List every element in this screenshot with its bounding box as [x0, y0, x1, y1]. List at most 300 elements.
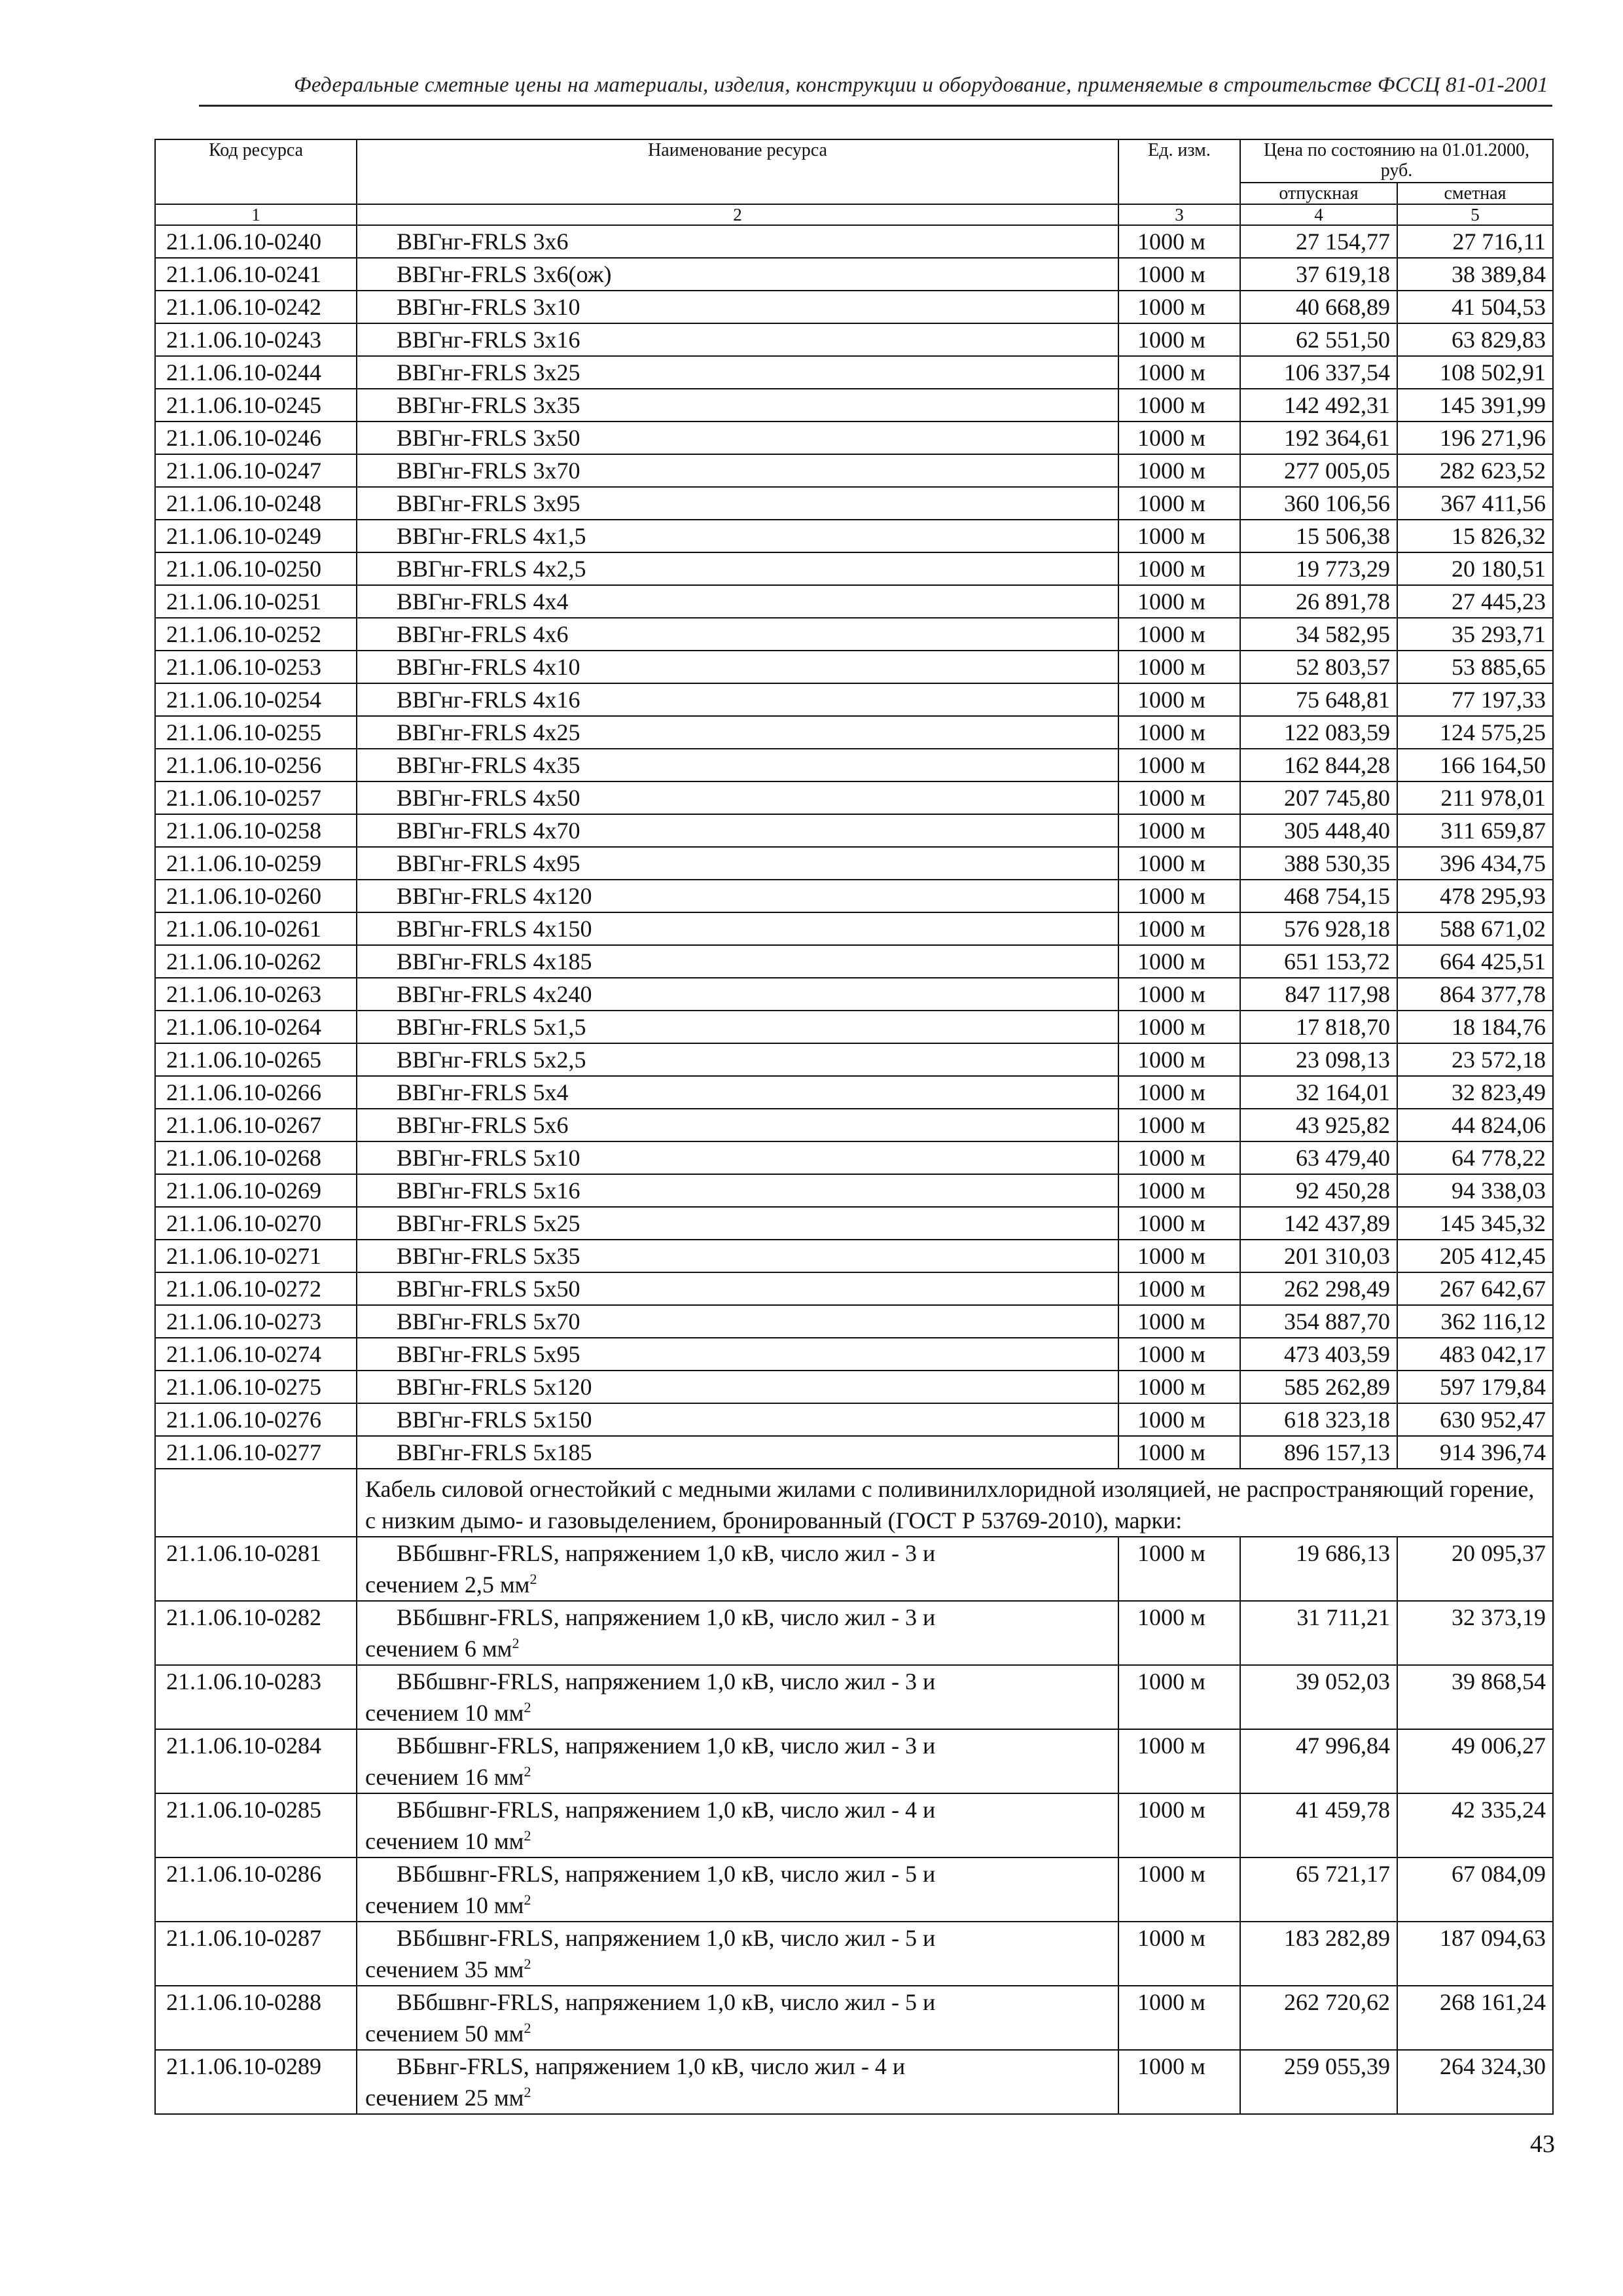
resource-unit: 1000 м — [1118, 1793, 1240, 1857]
resource-unit: 1000 м — [1118, 1076, 1240, 1109]
resource-name-line2: сечением 10 мм — [365, 1700, 524, 1726]
price-estimate: 18 184,76 — [1397, 1011, 1553, 1043]
price-estimate: 267 642,67 — [1397, 1272, 1553, 1305]
resource-unit: 1000 м — [1118, 487, 1240, 520]
resource-name-line2: сечением 50 мм — [365, 2020, 524, 2047]
price-estimate: 211 978,01 — [1397, 781, 1553, 814]
resource-name: ВВГнг-FRLS 4х95 — [357, 847, 1118, 880]
resource-code: 21.1.06.10-0288 — [155, 1986, 357, 2050]
resource-code: 21.1.06.10-0258 — [155, 814, 357, 847]
resource-unit: 1000 м — [1118, 1207, 1240, 1240]
table-row — [155, 847, 1553, 880]
resource-unit: 1000 м — [1118, 683, 1240, 716]
table-row — [155, 323, 1553, 356]
table-row — [155, 1272, 1553, 1305]
resource-name: ВВГнг-FRLS 5х16 — [357, 1174, 1118, 1207]
resource-code: 21.1.06.10-0282 — [155, 1601, 357, 1665]
price-estimate: 630 952,47 — [1397, 1403, 1553, 1436]
resource-code: 21.1.06.10-0253 — [155, 651, 357, 683]
price-estimate: 53 885,65 — [1397, 651, 1553, 683]
table-row — [155, 749, 1553, 781]
col-header-unit: Ед. изм. — [1118, 139, 1240, 204]
group-heading-row — [155, 1469, 1553, 1537]
resource-unit: 1000 м — [1118, 781, 1240, 814]
price-estimate: 264 324,30 — [1397, 2050, 1553, 2114]
resource-name: ВВГнг-FRLS 3х16 — [357, 323, 1118, 356]
unit-superscript: 2 — [524, 1892, 531, 1908]
resource-name: ВВГнг-FRLS 3х6(ож) — [357, 258, 1118, 291]
resource-code: 21.1.06.10-0246 — [155, 422, 357, 454]
table-row — [155, 683, 1553, 716]
table-row — [155, 978, 1553, 1011]
price-release: 585 262,89 — [1240, 1371, 1397, 1403]
resource-code: 21.1.06.10-0284 — [155, 1729, 357, 1793]
price-estimate: 664 425,51 — [1397, 945, 1553, 978]
resource-unit: 1000 м — [1118, 2050, 1240, 2114]
resource-unit: 1000 м — [1118, 1272, 1240, 1305]
price-release: 262 298,49 — [1240, 1272, 1397, 1305]
column-number: 1 — [155, 204, 357, 225]
resource-code: 21.1.06.10-0275 — [155, 1371, 357, 1403]
price-estimate: 32 373,19 — [1397, 1601, 1553, 1665]
price-estimate: 145 391,99 — [1397, 389, 1553, 422]
resource-code: 21.1.06.10-0270 — [155, 1207, 357, 1240]
resource-unit: 1000 м — [1118, 225, 1240, 258]
resource-name — [357, 1857, 1118, 1922]
resource-name — [357, 1922, 1118, 1986]
table-row — [155, 258, 1553, 291]
price-estimate: 27 716,11 — [1397, 225, 1553, 258]
table-row — [155, 1011, 1553, 1043]
resource-name: ВВГнг-FRLS 4х2,5 — [357, 552, 1118, 585]
resource-code: 21.1.06.10-0257 — [155, 781, 357, 814]
resource-name: ВВГнг-FRLS 5х4 — [357, 1076, 1118, 1109]
resource-code: 21.1.06.10-0286 — [155, 1857, 357, 1922]
resource-name — [357, 1601, 1118, 1665]
price-estimate: 282 623,52 — [1397, 454, 1553, 487]
resource-code: 21.1.06.10-0259 — [155, 847, 357, 880]
table-row — [155, 1729, 1553, 1793]
resource-unit: 1000 м — [1118, 1011, 1240, 1043]
resource-unit: 1000 м — [1118, 1436, 1240, 1469]
column-number: 2 — [357, 204, 1118, 225]
price-release: 201 310,03 — [1240, 1240, 1397, 1272]
resource-name-line1: ВБбшвнг-FRLS, напряжением 1,0 кВ, число жил - 5 и — [397, 1925, 936, 1951]
price-estimate: 20 095,37 — [1397, 1537, 1553, 1601]
resource-unit: 1000 м — [1118, 1305, 1240, 1338]
resource-unit: 1000 м — [1118, 716, 1240, 749]
resource-name-line1: ВБбшвнг-FRLS, напряжением 1,0 кВ, число жил - 5 и — [397, 1989, 936, 2015]
price-release: 576 928,18 — [1240, 912, 1397, 945]
resource-unit: 1000 м — [1118, 389, 1240, 422]
resource-code: 21.1.06.10-0276 — [155, 1403, 357, 1436]
resource-unit: 1000 м — [1118, 585, 1240, 618]
table-row — [155, 880, 1553, 912]
resource-unit: 1000 м — [1118, 912, 1240, 945]
price-estimate: 38 389,84 — [1397, 258, 1553, 291]
price-estimate: 63 829,83 — [1397, 323, 1553, 356]
resource-code: 21.1.06.10-0252 — [155, 618, 357, 651]
table-row — [155, 716, 1553, 749]
resource-unit: 1000 м — [1118, 356, 1240, 389]
resource-code: 21.1.06.10-0268 — [155, 1141, 357, 1174]
resource-unit: 1000 м — [1118, 1537, 1240, 1601]
price-release: 32 164,01 — [1240, 1076, 1397, 1109]
resource-name — [357, 1537, 1118, 1601]
resource-name: ВВГнг-FRLS 4х1,5 — [357, 520, 1118, 552]
table-row — [155, 1436, 1553, 1469]
resource-name: ВВГнг-FRLS 3х50 — [357, 422, 1118, 454]
resource-name — [357, 1793, 1118, 1857]
price-release: 142 492,31 — [1240, 389, 1397, 422]
resource-name-line2: сечением 10 мм — [365, 1828, 524, 1854]
resource-code: 21.1.06.10-0271 — [155, 1240, 357, 1272]
resource-name: ВВГнг-FRLS 4х120 — [357, 880, 1118, 912]
resource-code: 21.1.06.10-0244 — [155, 356, 357, 389]
unit-superscript: 2 — [524, 2084, 531, 2100]
resource-unit: 1000 м — [1118, 880, 1240, 912]
resource-name: ВВГнг-FRLS 5х2,5 — [357, 1043, 1118, 1076]
resource-code: 21.1.06.10-0243 — [155, 323, 357, 356]
table-row — [155, 389, 1553, 422]
price-release: 26 891,78 — [1240, 585, 1397, 618]
price-estimate: 32 823,49 — [1397, 1076, 1553, 1109]
resource-unit: 1000 м — [1118, 1141, 1240, 1174]
resource-code: 21.1.06.10-0247 — [155, 454, 357, 487]
resource-unit: 1000 м — [1118, 1857, 1240, 1922]
resource-name: ВВГнг-FRLS 5х70 — [357, 1305, 1118, 1338]
table-body — [155, 225, 1553, 2114]
resource-code: 21.1.06.10-0281 — [155, 1537, 357, 1601]
col-header-name: Наименование ресурса — [357, 139, 1118, 204]
resource-unit: 1000 м — [1118, 749, 1240, 781]
table-row — [155, 356, 1553, 389]
table-row — [155, 1174, 1553, 1207]
price-release: 106 337,54 — [1240, 356, 1397, 389]
resource-name: ВВГнг-FRLS 4х70 — [357, 814, 1118, 847]
resource-code: 21.1.06.10-0262 — [155, 945, 357, 978]
resource-unit: 1000 м — [1118, 422, 1240, 454]
price-estimate: 39 868,54 — [1397, 1665, 1553, 1729]
column-number: 4 — [1240, 204, 1397, 225]
unit-superscript: 2 — [524, 1827, 531, 1844]
price-release: 360 106,56 — [1240, 487, 1397, 520]
resource-name: ВВГнг-FRLS 5х185 — [357, 1436, 1118, 1469]
table-row — [155, 1109, 1553, 1141]
resource-unit: 1000 м — [1118, 1109, 1240, 1141]
group-description: Кабель силовой огнестойкий с медными жилами с поливинилхлоридной изоляцией, не распространяющий горение, с низким дымо- и газовыделением, бронированный (ГОСТ Р 53769-2010), марки: — [357, 1469, 1553, 1537]
resource-code: 21.1.06.10-0287 — [155, 1922, 357, 1986]
price-release: 63 479,40 — [1240, 1141, 1397, 1174]
resource-name: ВВГнг-FRLS 5х120 — [357, 1371, 1118, 1403]
table-row — [155, 487, 1553, 520]
resource-name-line2: сечением 35 мм — [365, 1956, 524, 1982]
table-row — [155, 1305, 1553, 1338]
price-release: 468 754,15 — [1240, 880, 1397, 912]
table-row — [155, 1240, 1553, 1272]
resource-name: ВВГнг-FRLS 5х35 — [357, 1240, 1118, 1272]
price-estimate: 15 826,32 — [1397, 520, 1553, 552]
unit-superscript: 2 — [524, 2020, 531, 2036]
resource-unit: 1000 м — [1118, 1043, 1240, 1076]
table-row — [155, 814, 1553, 847]
price-release: 122 083,59 — [1240, 716, 1397, 749]
price-estimate: 23 572,18 — [1397, 1043, 1553, 1076]
column-number: 3 — [1118, 204, 1240, 225]
price-release: 388 530,35 — [1240, 847, 1397, 880]
price-estimate: 362 116,12 — [1397, 1305, 1553, 1338]
price-release: 34 582,95 — [1240, 618, 1397, 651]
resource-name-line1: ВБвнг-FRLS, напряжением 1,0 кВ, число жил - 4 и — [397, 2053, 906, 2079]
price-release: 27 154,77 — [1240, 225, 1397, 258]
table-row — [155, 1537, 1553, 1601]
resource-name-line2: сечением 25 мм — [365, 2085, 524, 2111]
resource-unit: 1000 м — [1118, 618, 1240, 651]
price-release: 43 925,82 — [1240, 1109, 1397, 1141]
unit-superscript: 2 — [529, 1571, 537, 1587]
price-release: 618 323,18 — [1240, 1403, 1397, 1436]
resource-name: ВВГнг-FRLS 4х185 — [357, 945, 1118, 978]
resource-name: ВВГнг-FRLS 4х16 — [357, 683, 1118, 716]
price-estimate: 41 504,53 — [1397, 291, 1553, 323]
resource-code: 21.1.06.10-0265 — [155, 1043, 357, 1076]
resource-unit: 1000 м — [1118, 323, 1240, 356]
resource-unit: 1000 м — [1118, 1338, 1240, 1371]
resource-name — [357, 1729, 1118, 1793]
price-release: 262 720,62 — [1240, 1986, 1397, 2050]
resource-name-line1: ВБбшвнг-FRLS, напряжением 1,0 кВ, число жил - 3 и — [397, 1668, 936, 1695]
resource-unit: 1000 м — [1118, 1601, 1240, 1665]
table-row — [155, 1857, 1553, 1922]
resource-name-line2: сечением 10 мм — [365, 1892, 524, 1918]
price-release: 896 157,13 — [1240, 1436, 1397, 1469]
resource-name-line1: ВБбшвнг-FRLS, напряжением 1,0 кВ, число жил - 3 и — [397, 1732, 936, 1759]
resource-name-line1: ВБбшвнг-FRLS, напряжением 1,0 кВ, число жил - 3 и — [397, 1604, 936, 1630]
resource-code: 21.1.06.10-0240 — [155, 225, 357, 258]
table-row — [155, 585, 1553, 618]
col-header-price-estimate: сметная — [1397, 183, 1553, 204]
price-estimate: 44 824,06 — [1397, 1109, 1553, 1141]
resource-code: 21.1.06.10-0241 — [155, 258, 357, 291]
resource-unit: 1000 м — [1118, 454, 1240, 487]
resource-code: 21.1.06.10-0256 — [155, 749, 357, 781]
table-row — [155, 1403, 1553, 1436]
resource-name: ВВГнг-FRLS 5х150 — [357, 1403, 1118, 1436]
resource-name: ВВГнг-FRLS 4х50 — [357, 781, 1118, 814]
table-row — [155, 520, 1553, 552]
table-row — [155, 454, 1553, 487]
resource-name: ВВГнг-FRLS 4х10 — [357, 651, 1118, 683]
price-release: 75 648,81 — [1240, 683, 1397, 716]
price-release: 473 403,59 — [1240, 1338, 1397, 1371]
table-row — [155, 1665, 1553, 1729]
price-release: 19 773,29 — [1240, 552, 1397, 585]
price-release: 23 098,13 — [1240, 1043, 1397, 1076]
resource-unit: 1000 м — [1118, 1403, 1240, 1436]
table-row — [155, 1601, 1553, 1665]
price-estimate: 396 434,75 — [1397, 847, 1553, 880]
resource-unit: 1000 м — [1118, 1371, 1240, 1403]
table-row — [155, 1207, 1553, 1240]
resource-name: ВВГнг-FRLS 5х25 — [357, 1207, 1118, 1240]
resource-code: 21.1.06.10-0277 — [155, 1436, 357, 1469]
price-release: 305 448,40 — [1240, 814, 1397, 847]
col-header-code: Код ресурса — [155, 139, 357, 204]
price-estimate: 588 671,02 — [1397, 912, 1553, 945]
resource-unit: 1000 м — [1118, 814, 1240, 847]
resource-name: ВВГнг-FRLS 3х25 — [357, 356, 1118, 389]
resource-price-table — [154, 139, 1554, 2115]
table-row — [155, 552, 1553, 585]
table-row — [155, 1076, 1553, 1109]
price-estimate: 94 338,03 — [1397, 1174, 1553, 1207]
price-estimate: 108 502,91 — [1397, 356, 1553, 389]
price-estimate: 77 197,33 — [1397, 683, 1553, 716]
resource-unit: 1000 м — [1118, 1729, 1240, 1793]
table-row — [155, 618, 1553, 651]
price-estimate: 49 006,27 — [1397, 1729, 1553, 1793]
price-release: 207 745,80 — [1240, 781, 1397, 814]
table-row — [155, 912, 1553, 945]
price-release: 277 005,05 — [1240, 454, 1397, 487]
price-release: 142 437,89 — [1240, 1207, 1397, 1240]
price-release: 651 153,72 — [1240, 945, 1397, 978]
resource-code: 21.1.06.10-0283 — [155, 1665, 357, 1729]
price-estimate: 42 335,24 — [1397, 1793, 1553, 1857]
price-estimate: 64 778,22 — [1397, 1141, 1553, 1174]
price-release: 47 996,84 — [1240, 1729, 1397, 1793]
resource-unit: 1000 м — [1118, 847, 1240, 880]
price-release: 847 117,98 — [1240, 978, 1397, 1011]
price-release: 40 668,89 — [1240, 291, 1397, 323]
resource-unit: 1000 м — [1118, 520, 1240, 552]
resource-name-line2: сечением 6 мм — [365, 1636, 512, 1662]
resource-code: 21.1.06.10-0261 — [155, 912, 357, 945]
table-row — [155, 651, 1553, 683]
resource-unit: 1000 м — [1118, 1665, 1240, 1729]
price-estimate: 145 345,32 — [1397, 1207, 1553, 1240]
resource-name: ВВГнг-FRLS 4х4 — [357, 585, 1118, 618]
price-estimate: 166 164,50 — [1397, 749, 1553, 781]
resource-unit: 1000 м — [1118, 945, 1240, 978]
price-release: 62 551,50 — [1240, 323, 1397, 356]
resource-name: ВВГнг-FRLS 3х10 — [357, 291, 1118, 323]
table-row — [155, 781, 1553, 814]
table-row — [155, 225, 1553, 258]
column-number: 5 — [1397, 204, 1553, 225]
col-header-price-release: отпускная — [1240, 183, 1397, 204]
col-header-price-group: Цена по состоянию на 01.01.2000, руб. — [1240, 139, 1553, 183]
resource-code: 21.1.06.10-0255 — [155, 716, 357, 749]
resource-code: 21.1.06.10-0254 — [155, 683, 357, 716]
table-row — [155, 945, 1553, 978]
price-release: 37 619,18 — [1240, 258, 1397, 291]
resource-name: ВВГнг-FRLS 4х6 — [357, 618, 1118, 651]
resource-code: 21.1.06.10-0248 — [155, 487, 357, 520]
price-estimate: 597 179,84 — [1397, 1371, 1553, 1403]
resource-name-line1: ВБбшвнг-FRLS, напряжением 1,0 кВ, число жил - 3 и — [397, 1540, 936, 1566]
price-release: 92 450,28 — [1240, 1174, 1397, 1207]
resource-code: 21.1.06.10-0260 — [155, 880, 357, 912]
price-estimate: 367 411,56 — [1397, 487, 1553, 520]
price-estimate: 187 094,63 — [1397, 1922, 1553, 1986]
resource-code: 21.1.06.10-0266 — [155, 1076, 357, 1109]
resource-code: 21.1.06.10-0263 — [155, 978, 357, 1011]
unit-superscript: 2 — [524, 1699, 531, 1715]
resource-unit: 1000 м — [1118, 1240, 1240, 1272]
price-release: 65 721,17 — [1240, 1857, 1397, 1922]
resource-name: ВВГнг-FRLS 5х50 — [357, 1272, 1118, 1305]
price-release: 162 844,28 — [1240, 749, 1397, 781]
price-estimate: 268 161,24 — [1397, 1986, 1553, 2050]
price-release: 354 887,70 — [1240, 1305, 1397, 1338]
price-release: 19 686,13 — [1240, 1537, 1397, 1601]
resource-code: 21.1.06.10-0249 — [155, 520, 357, 552]
header-rule — [199, 105, 1552, 107]
resource-unit: 1000 м — [1118, 1922, 1240, 1986]
resource-unit: 1000 м — [1118, 1174, 1240, 1207]
resource-name-line1: ВБбшвнг-FRLS, напряжением 1,0 кВ, число жил - 4 и — [397, 1797, 936, 1823]
table-row — [155, 1922, 1553, 1986]
table-row — [155, 1338, 1553, 1371]
group-code-blank — [155, 1469, 357, 1537]
resource-code: 21.1.06.10-0250 — [155, 552, 357, 585]
resource-name-line2: сечением 2,5 мм — [365, 1571, 530, 1598]
table-row — [155, 422, 1553, 454]
resource-code: 21.1.06.10-0245 — [155, 389, 357, 422]
resource-unit: 1000 м — [1118, 1986, 1240, 2050]
resource-code: 21.1.06.10-0264 — [155, 1011, 357, 1043]
unit-superscript: 2 — [512, 1635, 520, 1651]
resource-unit: 1000 м — [1118, 291, 1240, 323]
table-row — [155, 1141, 1553, 1174]
resource-code: 21.1.06.10-0273 — [155, 1305, 357, 1338]
table-row — [155, 2050, 1553, 2114]
price-estimate: 124 575,25 — [1397, 716, 1553, 749]
running-header: Федеральные сметные цены на материалы, изделия, конструкции и оборудование, применяемые в строительстве ФССЦ 81-01-2001 — [294, 73, 1548, 97]
resource-name: ВВГнг-FRLS 3х70 — [357, 454, 1118, 487]
price-release: 52 803,57 — [1240, 651, 1397, 683]
resource-name: ВВГнг-FRLS 5х1,5 — [357, 1011, 1118, 1043]
resource-unit: 1000 м — [1118, 552, 1240, 585]
price-release: 31 711,21 — [1240, 1601, 1397, 1665]
table-row — [155, 1986, 1553, 2050]
column-numbers-row — [155, 204, 1553, 225]
resource-name-line2: сечением 16 мм — [365, 1764, 524, 1790]
resource-name: ВВГнг-FRLS 5х95 — [357, 1338, 1118, 1371]
resource-code: 21.1.06.10-0269 — [155, 1174, 357, 1207]
resource-code: 21.1.06.10-0272 — [155, 1272, 357, 1305]
price-estimate: 914 396,74 — [1397, 1436, 1553, 1469]
resource-code: 21.1.06.10-0251 — [155, 585, 357, 618]
price-release: 15 506,38 — [1240, 520, 1397, 552]
price-estimate: 35 293,71 — [1397, 618, 1553, 651]
table-row — [155, 1043, 1553, 1076]
price-estimate: 20 180,51 — [1397, 552, 1553, 585]
price-estimate: 478 295,93 — [1397, 880, 1553, 912]
price-release: 183 282,89 — [1240, 1922, 1397, 1986]
page-number: 43 — [1530, 2130, 1555, 2158]
resource-name-line1: ВБбшвнг-FRLS, напряжением 1,0 кВ, число жил - 5 и — [397, 1861, 936, 1887]
price-estimate: 864 377,78 — [1397, 978, 1553, 1011]
price-release: 39 052,03 — [1240, 1665, 1397, 1729]
resource-name: ВВГнг-FRLS 3х35 — [357, 389, 1118, 422]
resource-name: ВВГнг-FRLS 4х150 — [357, 912, 1118, 945]
resource-code: 21.1.06.10-0267 — [155, 1109, 357, 1141]
price-estimate: 311 659,87 — [1397, 814, 1553, 847]
table-row — [155, 1793, 1553, 1857]
resource-name: ВВГнг-FRLS 5х6 — [357, 1109, 1118, 1141]
